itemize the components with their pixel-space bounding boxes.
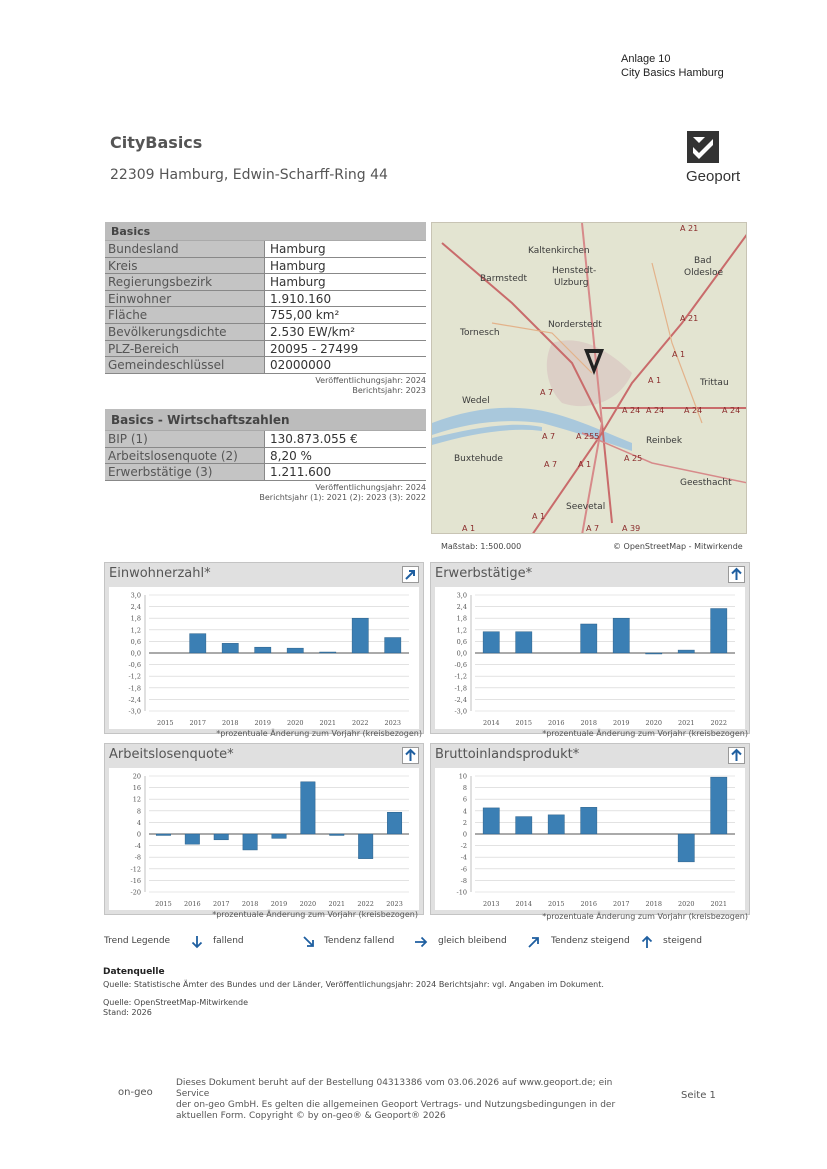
basics-note-reportyear: Berichtsjahr: 2023 xyxy=(352,385,426,395)
table-row xyxy=(105,307,426,324)
x-tick-label: 2017 xyxy=(212,900,230,908)
bar xyxy=(548,815,564,834)
y-tick-label: -4 xyxy=(134,842,141,851)
x-tick-label: 2016 xyxy=(184,900,201,908)
y-tick-label: -16 xyxy=(130,876,141,885)
bar xyxy=(516,817,532,834)
x-tick-label: 2018 xyxy=(580,719,598,727)
map-road-label: A 1 xyxy=(532,512,546,521)
chart-erwerbstaetige xyxy=(430,562,750,734)
x-tick-label: 2015 xyxy=(515,719,533,727)
y-tick-label: 3,0 xyxy=(130,591,141,600)
datasource-line: Quelle: Statistische Ämter des Bundes und der Länder, Veröffentlichungsjahr: 2024 Berichtsjahr: vgl. Angaben im Dokument. xyxy=(103,980,604,989)
x-tick-label: 2022 xyxy=(710,719,728,727)
bar xyxy=(711,777,727,834)
y-tick-label: -1,8 xyxy=(128,684,141,693)
table-row xyxy=(105,341,426,358)
x-tick-label: 2019 xyxy=(254,719,272,727)
x-tick-label: 2016 xyxy=(547,719,565,727)
x-tick-label: 2021 xyxy=(677,719,695,727)
bar xyxy=(387,812,401,834)
y-tick-label: 0 xyxy=(136,830,141,839)
map-place-label: Henstedt- xyxy=(552,266,597,276)
map-road-label: A 39 xyxy=(622,524,641,533)
page-title: CityBasics xyxy=(110,133,203,152)
bar xyxy=(320,652,336,653)
footer-line: Dieses Dokument beruht auf der Bestellung 04313386 vom 03.06.2026 auf www.geoport.de; ein Service xyxy=(176,1078,613,1099)
map-place-label: Norderstedt xyxy=(548,320,602,330)
map-road-label: A 25 xyxy=(624,454,643,463)
x-tick-label: 2020 xyxy=(299,900,317,908)
row-label: Regierungsbezirk xyxy=(105,274,265,290)
x-tick-label: 2016 xyxy=(580,900,598,908)
legend-item: fallend xyxy=(213,936,244,946)
y-tick-label: -8 xyxy=(134,853,141,862)
wirtschaft-heading: Basics - Wirtschaftszahlen xyxy=(105,409,426,431)
x-tick-label: 2015 xyxy=(156,719,174,727)
table-row xyxy=(105,274,426,291)
bar xyxy=(581,624,597,653)
y-tick-label: 8 xyxy=(136,807,141,816)
x-tick-label: 2022 xyxy=(351,719,369,727)
x-tick-label: 2019 xyxy=(270,900,288,908)
row-value: 8,20 % xyxy=(265,448,426,464)
chart-title: Erwerbstätige* xyxy=(435,566,533,581)
map-road-label: A 1 xyxy=(672,350,686,359)
datasource-stand: Stand: 2026 xyxy=(103,1008,152,1017)
bar xyxy=(190,634,206,653)
map-road-label: A 7 xyxy=(540,388,554,397)
y-tick-label: -0,6 xyxy=(128,661,141,670)
map-place-label: Reinbek xyxy=(646,436,683,446)
y-tick-label: 1,2 xyxy=(130,626,141,635)
row-label: Kreis xyxy=(105,258,265,274)
x-tick-label: 2020 xyxy=(286,719,304,727)
x-tick-label: 2019 xyxy=(612,719,630,727)
map-scale: Maßstab: 1:500.000 xyxy=(441,542,522,551)
y-tick-label: -12 xyxy=(130,865,141,874)
x-tick-label: 2023 xyxy=(384,719,402,727)
table-row xyxy=(105,324,426,341)
y-tick-label: -6 xyxy=(460,865,467,874)
y-tick-label: 3,0 xyxy=(456,591,467,600)
y-tick-label: -3,0 xyxy=(128,707,141,716)
map-place-label: Ulzburg xyxy=(554,278,589,288)
row-value: 02000000 xyxy=(265,357,426,373)
basics-note xyxy=(105,374,426,396)
trend-up-icon xyxy=(402,747,419,764)
x-tick-label: 2018 xyxy=(241,900,259,908)
row-value: 2.530 EW/km² xyxy=(265,324,426,340)
row-label: Fläche xyxy=(105,307,265,323)
y-tick-label: 4 xyxy=(136,818,141,827)
map-place-label: Seevetal xyxy=(566,502,606,512)
x-tick-label: 2015 xyxy=(547,900,565,908)
y-tick-label: 4 xyxy=(462,807,467,816)
anlage-number: Anlage 10 xyxy=(621,53,671,65)
y-tick-label: -0,6 xyxy=(454,661,467,670)
x-tick-label: 2018 xyxy=(221,719,239,727)
y-tick-label: 1,8 xyxy=(130,614,141,623)
y-tick-label: -1,8 xyxy=(454,684,467,693)
x-tick-label: 2013 xyxy=(482,900,500,908)
map-place-label: Barmstedt xyxy=(480,274,527,284)
x-tick-label: 2023 xyxy=(386,900,403,908)
x-tick-label: 2021 xyxy=(710,900,728,908)
legend-item: Tendenz fallend xyxy=(324,936,395,946)
y-tick-label: 2,4 xyxy=(130,603,141,612)
map-place-label: Bad xyxy=(694,256,712,266)
bar xyxy=(272,834,286,838)
location-map[interactable] xyxy=(431,222,747,534)
row-label: BIP (1) xyxy=(105,431,265,447)
map-road-label: A 24 xyxy=(722,406,741,415)
y-tick-label: -2,4 xyxy=(128,695,141,704)
y-tick-label: -1,2 xyxy=(454,672,467,681)
basics-heading: Basics xyxy=(105,222,426,241)
row-value: Hamburg xyxy=(265,274,426,290)
table-row xyxy=(105,241,426,258)
map-place-label: Wedel xyxy=(462,396,490,406)
footer-line: der on-geo GmbH. Es gelten die allgemeinen Geoport Vertrags- und Nutzungsbedingungen in der xyxy=(176,1100,616,1110)
trend-up-icon xyxy=(728,566,745,583)
chart-caption: *prozentuale Änderung zum Vorjahr (kreisbezogen) xyxy=(212,910,418,919)
x-tick-label: 2018 xyxy=(645,900,663,908)
x-tick-label: 2021 xyxy=(328,900,346,908)
x-tick-label: 2014 xyxy=(482,719,500,727)
datasource-line: Quelle: OpenStreetMap-Mitwirkende xyxy=(103,998,248,1007)
table-row xyxy=(105,291,426,308)
map-place-label: Oldesloe xyxy=(684,268,724,278)
arrow-down-right-icon xyxy=(302,934,316,953)
chart-bruttoinlandsprodukt xyxy=(430,743,750,915)
arrow-up-icon xyxy=(640,934,654,953)
bar xyxy=(214,834,228,840)
y-tick-label: -8 xyxy=(460,876,467,885)
y-tick-label: 2,4 xyxy=(456,603,467,612)
map-road-label: A 1 xyxy=(462,524,476,533)
row-label: Bevölkerungsdichte xyxy=(105,324,265,340)
row-value: Hamburg xyxy=(265,258,426,274)
wirtschaft-note-reportyear: Berichtsjahr (1): 2021 (2): 2023 (3): 2022 xyxy=(259,492,426,502)
row-value: 755,00 km² xyxy=(265,307,426,323)
on-geo-logo: on-geo xyxy=(118,1087,153,1098)
x-tick-label: 2017 xyxy=(189,719,207,727)
x-tick-label: 2015 xyxy=(155,900,172,908)
y-tick-label: 0,6 xyxy=(130,637,141,646)
row-label: Bundesland xyxy=(105,241,265,257)
chart-title: Arbeitslosenquote* xyxy=(109,747,234,762)
bar xyxy=(678,834,694,862)
legend-title: Trend Legende xyxy=(104,936,171,946)
chart-title: Einwohnerzahl* xyxy=(109,566,211,581)
bar xyxy=(581,807,597,834)
table-row xyxy=(105,448,426,465)
bar xyxy=(243,834,257,850)
page-number: Seite 1 xyxy=(681,1090,716,1101)
arrow-up-right-icon xyxy=(527,934,541,953)
map-road-label: A 7 xyxy=(542,432,556,441)
y-tick-label: 16 xyxy=(132,784,141,793)
bar xyxy=(287,648,303,653)
map-road-label: A 1 xyxy=(578,460,592,469)
y-tick-label: -1,2 xyxy=(128,672,141,681)
table-row xyxy=(105,431,426,448)
row-value: 1.211.600 xyxy=(265,464,426,480)
chart-title: Bruttoinlandsprodukt* xyxy=(435,747,580,762)
datasource-title: Datenquelle xyxy=(103,967,165,977)
bar xyxy=(156,834,170,835)
x-tick-label: 2021 xyxy=(319,719,337,727)
trend-up-icon xyxy=(728,747,745,764)
map-place-label: Geesthacht xyxy=(680,478,732,488)
y-tick-label: 1,2 xyxy=(456,626,467,635)
y-tick-label: 2 xyxy=(462,818,467,827)
row-label: PLZ-Bereich xyxy=(105,341,265,357)
x-tick-label: 2022 xyxy=(357,900,374,908)
row-label: Einwohner xyxy=(105,291,265,307)
anlage-label xyxy=(621,52,724,80)
y-tick-label: 0,6 xyxy=(456,637,467,646)
x-tick-label: 2017 xyxy=(612,900,630,908)
map-road-label: A 1 xyxy=(648,376,662,385)
map-place-label: Buxtehude xyxy=(454,454,503,464)
y-tick-label: 1,8 xyxy=(456,614,467,623)
arrow-right-icon xyxy=(414,934,428,953)
y-tick-label: 12 xyxy=(132,795,141,804)
map-road-label: A 21 xyxy=(680,314,699,323)
chart-arbeitslosenquote xyxy=(104,743,424,915)
map-road-label: A 21 xyxy=(680,224,699,233)
bar xyxy=(185,834,199,844)
chart-caption: *prozentuale Änderung zum Vorjahr (kreisbezogen) xyxy=(216,729,422,738)
x-tick-label: 2020 xyxy=(677,900,695,908)
y-tick-label: 6 xyxy=(462,795,467,804)
legend-item: gleich bleibend xyxy=(438,936,507,946)
bar xyxy=(352,618,368,653)
map-road-label: A 7 xyxy=(544,460,558,469)
y-tick-label: 0,0 xyxy=(456,649,467,658)
bar xyxy=(483,808,499,834)
bar xyxy=(516,632,532,653)
basics-table xyxy=(105,222,426,396)
x-tick-label: 2014 xyxy=(515,900,533,908)
y-tick-label: 0,0 xyxy=(130,649,141,658)
y-tick-label: -2 xyxy=(460,842,467,851)
table-row xyxy=(105,464,426,481)
legend-item: steigend xyxy=(663,936,702,946)
bar xyxy=(613,618,629,653)
row-label: Arbeitslosenquote (2) xyxy=(105,448,265,464)
table-row xyxy=(105,258,426,275)
bar xyxy=(678,650,694,653)
y-tick-label: -2,4 xyxy=(454,695,467,704)
row-label: Erwerbstätige (3) xyxy=(105,464,265,480)
footer-line: aktuellen Form. Copyright © by on-geo® & Geoport® 2026 xyxy=(176,1111,446,1121)
x-tick-label: 2020 xyxy=(645,719,663,727)
basics-note-pubyear: Veröffentlichungsjahr: 2024 xyxy=(315,375,426,385)
map-road-label: A 255 xyxy=(576,432,600,441)
row-label: Gemeindeschlüssel xyxy=(105,357,265,373)
y-tick-label: 20 xyxy=(132,772,141,781)
map-road-label: A 24 xyxy=(622,406,641,415)
chart-caption: *prozentuale Änderung zum Vorjahr (kreisbezogen) xyxy=(542,912,748,921)
y-tick-label: 10 xyxy=(458,772,467,781)
wirtschaft-note-pubyear: Veröffentlichungsjahr: 2024 xyxy=(315,482,426,492)
bar xyxy=(385,638,401,653)
map-place-label: Tornesch xyxy=(460,328,500,338)
map-place-label: Kaltenkirchen xyxy=(528,246,590,256)
y-tick-label: 0 xyxy=(462,830,467,839)
y-tick-label: -3,0 xyxy=(454,707,467,716)
bar xyxy=(358,834,372,859)
arrow-down-icon xyxy=(190,934,204,953)
address: 22309 Hamburg, Edwin-Scharff-Ring 44 xyxy=(110,167,388,183)
bar xyxy=(483,632,499,653)
bar xyxy=(711,609,727,653)
map-road-label: A 24 xyxy=(684,406,703,415)
map-road-label: A 7 xyxy=(586,524,600,533)
trend-up-right-icon xyxy=(402,566,419,583)
bar xyxy=(330,834,344,835)
anlage-subtitle: City Basics Hamburg xyxy=(621,67,724,79)
y-tick-label: 8 xyxy=(462,784,467,793)
chart-einwohnerzahl xyxy=(104,562,424,734)
bar xyxy=(255,647,271,653)
y-tick-label: -20 xyxy=(130,888,141,897)
bar xyxy=(301,782,315,834)
map-place-label: Trittau xyxy=(700,378,729,388)
geoport-logo-icon xyxy=(687,131,719,163)
y-tick-label: -4 xyxy=(460,853,467,862)
bar xyxy=(222,643,238,653)
legend-item: Tendenz steigend xyxy=(551,936,630,946)
row-value: 130.873.055 € xyxy=(265,431,426,447)
wirtschaft-table xyxy=(105,409,426,503)
geoport-logo-text: Geoport xyxy=(686,168,741,185)
bar xyxy=(646,653,662,654)
chart-caption: *prozentuale Änderung zum Vorjahr (kreisbezogen) xyxy=(542,729,748,738)
map-road-label: A 24 xyxy=(646,406,665,415)
y-tick-label: -10 xyxy=(456,888,467,897)
map-copyright: © OpenStreetMap - Mitwirkende xyxy=(613,542,743,551)
table-row xyxy=(105,357,426,374)
row-value: Hamburg xyxy=(265,241,426,257)
row-value: 1.910.160 xyxy=(265,291,426,307)
wirtschaft-note xyxy=(105,481,426,503)
footer-disclaimer xyxy=(176,1078,646,1122)
row-value: 20095 - 27499 xyxy=(265,341,426,357)
